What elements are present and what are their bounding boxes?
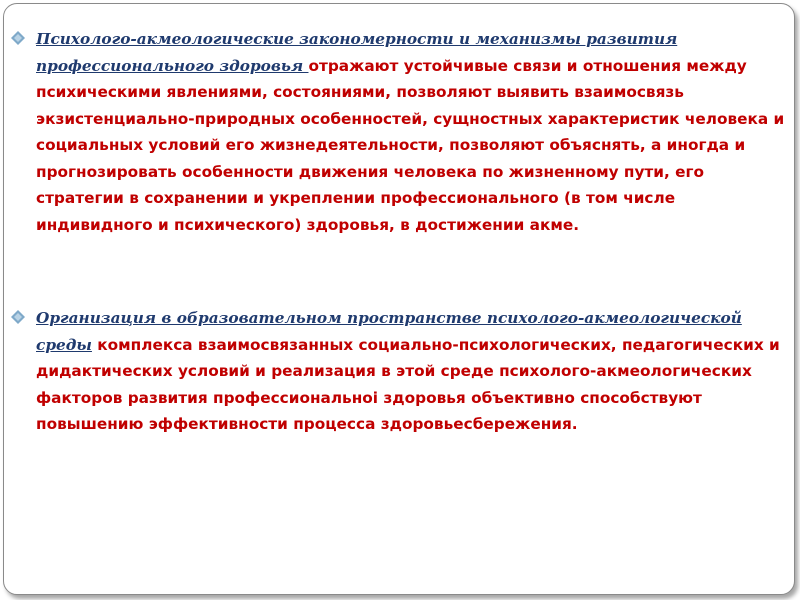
paragraph-2-body: комплекса взаимосвязанных социально-психологических, педагогических и дидактических условий и реализация в этой среде психолого-акмеологических факторов развития профессиональноi здоровья объективно способствуют повышению эффективности процесса здоровьесбережения.: [36, 335, 780, 433]
paragraph-1-body: отражают устойчивые связи и отношения между психическими явлениями, состояниями, позволяют выявить взаимосвязь экзистенциально-природных особенностей, сущностных характеристик человека и социальных условий его жизнедеятельности, позволяют объяснять, а иногда и прогнозировать особенности движения человека по жизненному пути, его стратегии в сохранении и укреплении профессионального (в том числе индивидного и психического) здоровья, в достижении акме.: [36, 56, 785, 234]
paragraph-2: [36, 305, 786, 438]
paragraph-2-heading: Организация в образовательном пространстве психолого-акмеологической среды: [36, 309, 742, 354]
diamond-bullet-icon: [10, 309, 26, 325]
paragraph-1-heading: Психолого-акмеологические закономерности и механизмы развития профессионального здоровья: [36, 30, 678, 75]
diamond-bullet-icon: [10, 30, 26, 46]
slide-frame: [3, 3, 795, 595]
paragraph-1: [36, 26, 786, 238]
